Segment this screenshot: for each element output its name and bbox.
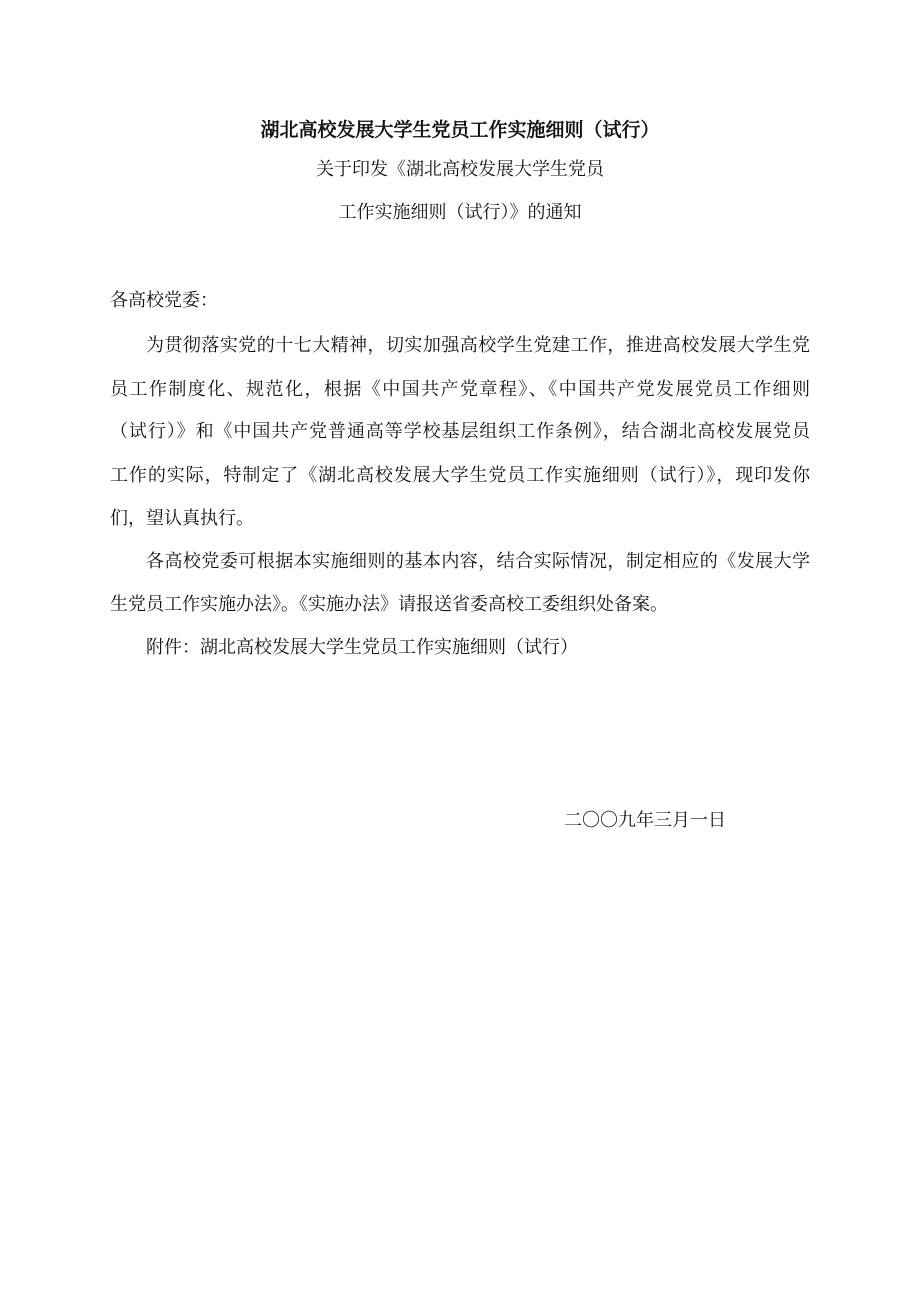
document-title: 湖北高校发展大学生党员工作实施细则（试行） <box>260 119 660 141</box>
issue-date: 二〇〇九年三月一日 <box>564 810 726 831</box>
paragraph-1-line: （试行）》和《中国共产党普通高等学校基层组织工作条例》，结合湖北高校发展党员 <box>110 421 810 442</box>
paragraph-1-line: 为贯彻落实党的十七大精神，切实加强高校学生党建工作，推进高校发展大学生党 <box>146 335 810 356</box>
paragraph-2-line: 生党员工作实施办法》。《实施办法》请报送省委高校工委组织处备案。 <box>110 594 668 615</box>
notice-title-line-2: 工作实施细则（试行）》的通知 <box>338 202 582 223</box>
paragraph-1-line: 员工作制度化、规范化，根据《中国共产党章程》、《中国共产党发展党员工作细则 <box>110 379 810 400</box>
salutation: 各高校党委： <box>110 290 218 311</box>
paragraph-2-line: 各高校党委可根据本实施细则的基本内容，结合实际情况，制定相应的《发展大学 <box>146 551 810 572</box>
paragraph-1-line: 们，望认真执行。 <box>110 508 254 529</box>
notice-title-line-1: 关于印发《湖北高校发展大学生党员 <box>316 159 604 180</box>
attachment-line: 附件：湖北高校发展大学生党员工作实施细则（试行） <box>146 637 578 658</box>
paragraph-1-line: 工作的实际，特制定了《湖北高校发展大学生党员工作实施细则（试行）》，现印发你 <box>110 465 810 486</box>
